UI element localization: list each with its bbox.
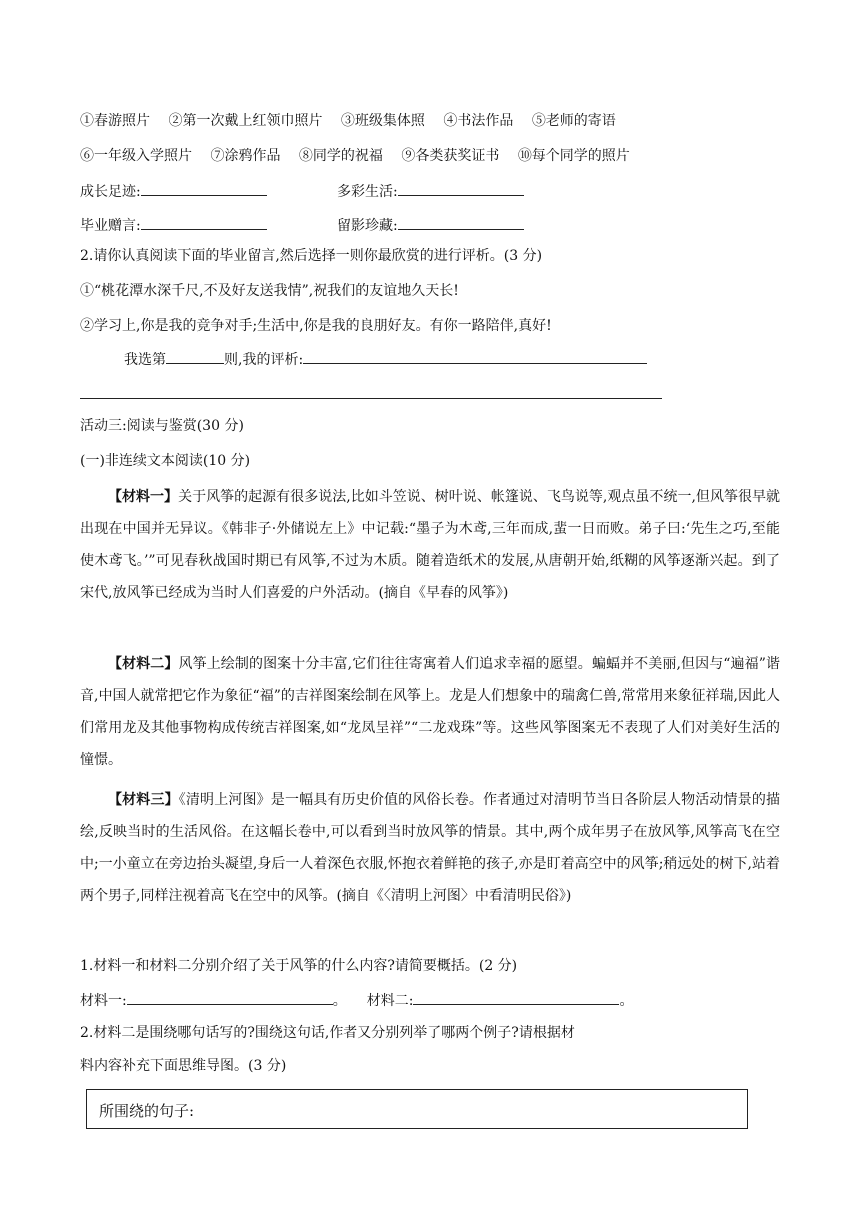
category-label: 留影珍藏:	[337, 218, 398, 234]
item: ⑩每个同学的照片	[517, 148, 630, 164]
choice-middle: 则,我的评析:	[224, 352, 304, 368]
question-1-answers	[80, 989, 633, 1011]
category-label: 成长足迹:	[80, 184, 141, 200]
comment-blank[interactable]	[303, 348, 647, 364]
answer-blank[interactable]	[141, 180, 267, 196]
item: ⑨各类获奖证书	[401, 148, 500, 164]
answer-end: 。	[332, 993, 347, 1009]
choice-blank[interactable]	[166, 348, 224, 364]
material-1	[80, 481, 780, 609]
category-message	[80, 214, 267, 236]
item: ⑥一年级入学照片	[80, 148, 192, 164]
item: ③班级集体照	[340, 113, 425, 129]
answer-blank[interactable]	[398, 214, 524, 230]
material-label: 【材料一】	[108, 489, 179, 505]
mindmap-box-label: 所围绕的句子:	[99, 1102, 195, 1120]
material-2	[80, 648, 780, 776]
answer-label: 材料一:	[80, 993, 127, 1009]
category-photos	[337, 214, 524, 236]
material-text: 《清明上河图》是一幅具有历史价值的风俗长卷。作者通过对清明节当日各阶层人物活动情景的描绘,反映当时的生活风俗。在这幅长卷中,可以看到当时放风筝的情景。其中,两个成年男子在放风筝,风筝高飞在空中;一小童立在旁边抬头凝望,身后一人着深色衣服,怀抱衣着鲜艳的孩子,亦是盯着高空中的风筝;稍远处的树下,站着两个男子,同样注视着高飞在空中的风筝。(摘自《〈清明上河图〉中看清明民俗》)	[80, 792, 781, 904]
item-list-row-1	[80, 111, 616, 131]
answer-blank[interactable]	[413, 989, 619, 1005]
material-label: 【材料二】	[108, 656, 179, 672]
item: ④书法作品	[443, 113, 514, 129]
category-label: 多彩生活:	[337, 184, 398, 200]
answer-blank[interactable]	[141, 214, 267, 230]
category-life	[337, 180, 524, 202]
answer-label: 材料二:	[366, 993, 414, 1009]
question-2b-line-1: 2.材料二是围绕哪句话写的?围绕这句话,作者又分别列举了哪两个例子?请根据材	[80, 1025, 575, 1041]
material-text: 风筝上绘制的图案十分丰富,它们往往寄寓着人们追求幸福的愿望。蝙蝠并不美丽,但因与“遍福”谐音,中国人就常把它作为象征“福”的吉祥图案绘制在风筝上。龙是人们想象中的瑞禽仁兽,常常用来象征祥瑞,因此人们常用龙及其他事物构成传统吉祥图案,如“龙凤呈祥”“二龙戏珠”等。这些风筝图案无不表现了人们对美好生活的憧憬。	[80, 656, 781, 768]
item: ②第一次戴上红领巾照片	[168, 113, 323, 129]
category-growth	[80, 180, 267, 202]
answer-blank[interactable]	[398, 180, 524, 196]
material-3	[80, 784, 780, 912]
choice-line	[124, 348, 647, 370]
item: ⑧同学的祝福	[298, 148, 383, 164]
answer-blank[interactable]	[127, 989, 333, 1005]
question-2-title: 2.请你认真阅读下面的毕业留言,然后选择一则你最欣赏的进行评析。(3 分)	[80, 248, 543, 264]
question-1: 1.材料一和材料二分别介绍了关于风筝的什么内容?请简要概括。(2 分)	[80, 958, 518, 974]
material-label: 【材料三】	[108, 792, 179, 808]
section-1-title: (一)非连续文本阅读(10 分)	[80, 453, 251, 469]
material-text: 关于风筝的起源有很多说法,比如斗笠说、树叶说、帐篷说、飞鸟说等,观点虽不统一,但风筝很早就出现在中国并无异议。《韩非子·外储说左上》中记载:“墨子为木鸢,三年而成,蜚一日而败。弟子曰:‘先生之巧,至能使木鸢飞。’”可见春秋战国时期已有风筝,不过为木质。随着造纸术的发展,从唐朝开始,纸糊的风筝逐渐兴起。到了宋代,放风筝已经成为当时人们喜爱的户外活动。(摘自《早春的风筝》)	[80, 489, 781, 601]
category-label: 毕业赠言:	[80, 218, 141, 234]
mindmap-box[interactable]	[86, 1089, 748, 1129]
message-1: ①“桃花潭水深千尺,不及好友送我情”,祝我们的友谊地久天长!	[80, 283, 459, 299]
item-list-row-2	[80, 146, 630, 166]
comment-blank-line-2[interactable]	[80, 398, 662, 399]
activity-3-title: 活动三:阅读与鉴赏(30 分)	[80, 418, 244, 434]
item: ⑦涂鸦作品	[210, 148, 281, 164]
item: ⑤老师的寄语	[531, 113, 616, 129]
message-2: ②学习上,你是我的竞争对手;生活中,你是我的良朋好友。有你一路陪伴,真好!	[80, 318, 552, 334]
item: ①春游照片	[80, 113, 150, 129]
choice-prefix: 我选第	[124, 352, 166, 368]
question-2b-line-2: 料内容补充下面思维导图。(3 分)	[80, 1058, 287, 1074]
answer-end: 。	[619, 993, 634, 1009]
